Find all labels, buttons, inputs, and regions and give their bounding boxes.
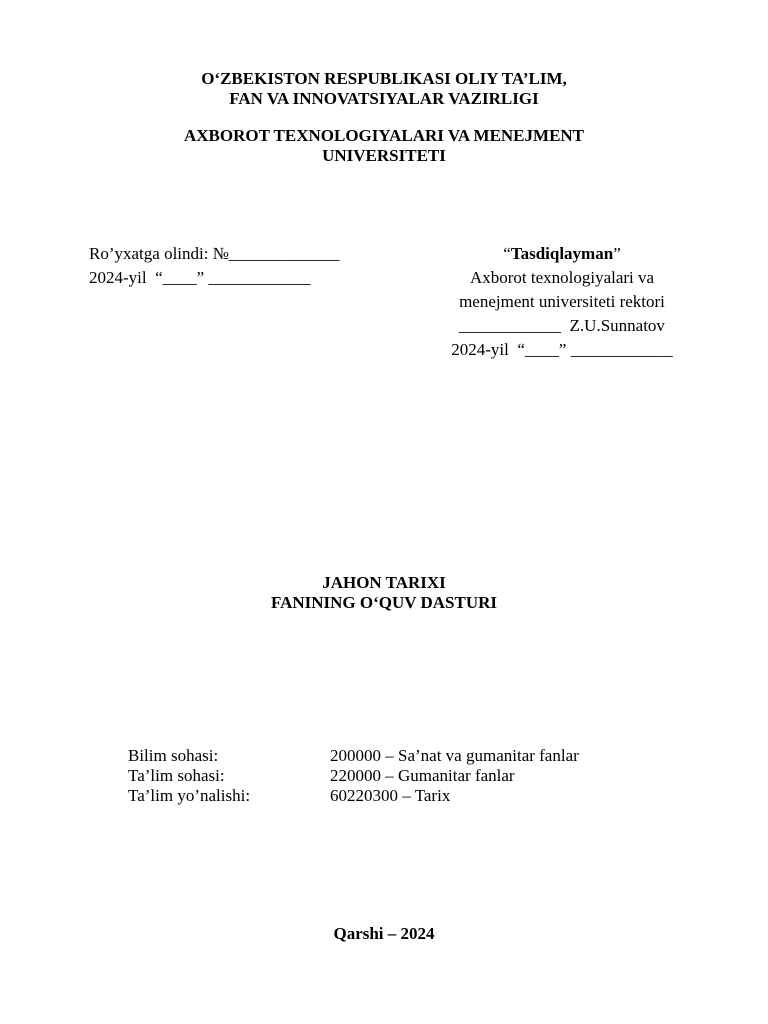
- ministry-line-2: FAN VA INNOVATSIYALAR VAZIRLIGI: [229, 89, 539, 108]
- ministry-line-1: O‘ZBEKISTON RESPUBLIKASI OLIY TA’LIM,: [201, 69, 567, 88]
- approval-block: [436, 242, 688, 362]
- info-value: 200000 – Sa’nat va gumanitar fanlar: [330, 746, 579, 765]
- subject-title: [0, 573, 768, 613]
- approval-title: Tasdiqlayman: [510, 244, 614, 263]
- approval-quote-open: “: [503, 244, 511, 263]
- info-value: 220000 – Gumanitar fanlar: [330, 766, 515, 785]
- university-line-2: UNIVERSITETI: [322, 146, 446, 165]
- registration-block: [89, 242, 339, 290]
- subject-line-1: JAHON TARIXI: [322, 573, 446, 592]
- approval-signature-line: ____________ Z.U.Sunnatov: [459, 316, 665, 335]
- registration-number-line: Ro’yxatga olindi: №_____________: [89, 244, 340, 263]
- approval-quote-close: ”: [613, 244, 621, 263]
- university-line-1: AXBOROT TEXNOLOGIYALARI VA MENEJMENT: [183, 126, 585, 145]
- info-value: 60220300 – Tarix: [330, 786, 451, 805]
- ministry-heading: [0, 69, 768, 109]
- university-heading: [0, 126, 768, 166]
- info-table: [128, 746, 650, 806]
- info-row: [128, 786, 650, 806]
- info-label: Ta’lim yo’nalishi:: [128, 786, 251, 805]
- approval-date-line: 2024-yil “____” ____________: [451, 340, 673, 359]
- info-label: Bilim sohasi:: [128, 746, 219, 765]
- approval-line-1: Axborot texnologiyalari va: [469, 268, 655, 287]
- approval-title-line: [436, 242, 688, 266]
- info-row: [128, 746, 650, 766]
- info-row: [128, 766, 650, 786]
- registration-date-line: 2024-yil “____” ____________: [89, 268, 311, 287]
- subject-line-2: FANINING O‘QUV DASTURI: [270, 593, 498, 612]
- approval-line-2: menejment universiteti rektori: [459, 292, 665, 311]
- footer-city-year: Qarshi – 2024: [333, 924, 435, 943]
- info-label: Ta’lim sohasi:: [128, 766, 225, 785]
